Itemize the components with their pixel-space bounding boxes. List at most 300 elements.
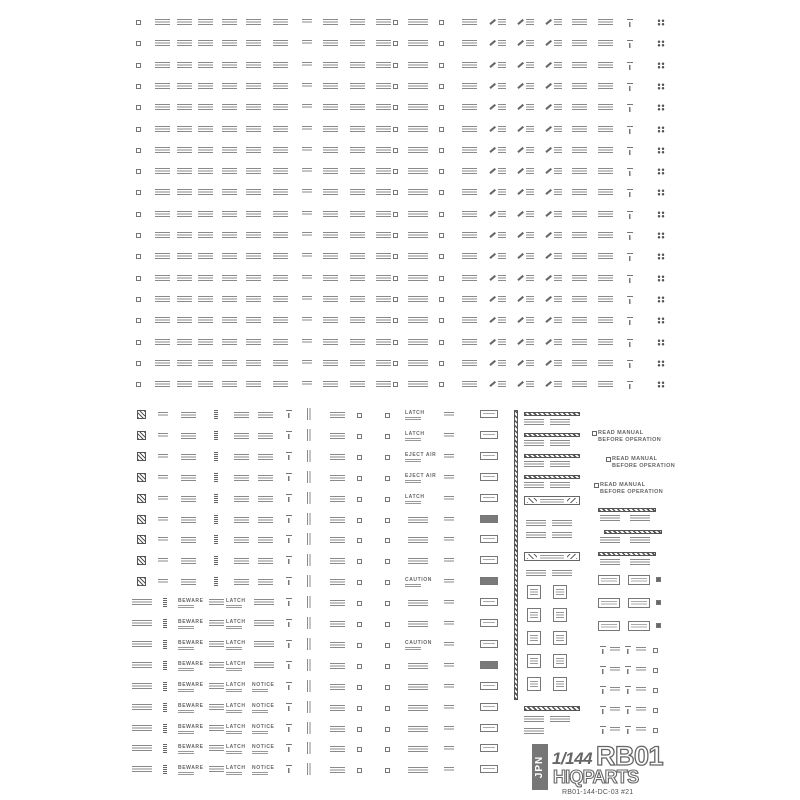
slash-icon [517, 232, 534, 238]
dot-grid-icon [657, 19, 665, 26]
small-square-icon [393, 105, 398, 110]
text-block-marking [552, 520, 572, 526]
bar-marking [625, 726, 631, 734]
text-block-marking [246, 147, 261, 153]
slash-icon [517, 275, 534, 281]
small-square-icon [439, 361, 444, 366]
text-block-marking [222, 339, 237, 345]
text-block-marking [444, 705, 454, 710]
hatch-icon [163, 724, 167, 733]
dot-grid-icon [657, 189, 665, 196]
chevron-bar-icon [524, 496, 580, 505]
dot-grid-icon [657, 40, 665, 47]
slash-icon [517, 211, 534, 217]
slash-icon [545, 360, 562, 366]
text-block-marking [376, 62, 391, 68]
text-block-marking [177, 126, 192, 132]
bar-marking [627, 253, 633, 261]
hatch-icon [163, 661, 167, 670]
slash-icon [517, 168, 534, 174]
boxed-marking [628, 621, 650, 631]
slash-icon [489, 339, 506, 345]
decal-label-beware: BEWARE [178, 661, 204, 671]
text-block-marking [181, 496, 196, 502]
bar-marking [286, 556, 292, 564]
decal-label-latch: LATCH [226, 661, 246, 671]
text-block-marking [350, 317, 365, 323]
boxed-marking [480, 703, 498, 711]
decal-label-read-manual: READ MANUAL [612, 456, 658, 462]
text-block-marking [181, 412, 196, 418]
slash-icon [545, 83, 562, 89]
bar-marking [627, 317, 633, 325]
text-block-marking [132, 683, 152, 689]
text-block-marking [408, 83, 428, 89]
boxed-marking [480, 598, 498, 606]
boxed-marking [480, 410, 498, 418]
text-block-marking [444, 558, 454, 563]
text-block-marking [376, 360, 391, 366]
bar-marking [627, 211, 633, 219]
text-block-marking [158, 579, 168, 584]
hazard-stripe-icon [514, 410, 518, 700]
small-square-icon [385, 434, 390, 439]
slash-icon [489, 19, 506, 25]
small-square-icon [357, 768, 362, 773]
bar-marking [627, 168, 633, 176]
decal-label-latch: LATCH [405, 431, 425, 441]
text-block-marking [598, 104, 613, 110]
text-block-marking [177, 253, 192, 259]
text-block-marking [408, 126, 428, 132]
boxed-marking [480, 765, 498, 773]
hazard-stripe-icon [524, 412, 580, 416]
text-block-marking [524, 728, 544, 734]
small-square-icon [357, 434, 362, 439]
small-square-icon [385, 455, 390, 460]
slash-icon [545, 104, 562, 110]
text-block-marking [572, 360, 587, 366]
text-block-marking [350, 211, 365, 217]
hatch-icon [163, 682, 167, 691]
text-block-marking [222, 275, 237, 281]
bar-marking [627, 126, 633, 134]
text-block-marking [158, 454, 168, 459]
hatch-icon [214, 494, 218, 503]
text-block-marking [350, 40, 365, 46]
text-block-marking [198, 62, 213, 68]
text-block-marking [408, 19, 428, 25]
text-block-marking [600, 537, 620, 543]
boxed-marking [480, 515, 498, 523]
text-block-marking [222, 40, 237, 46]
text-block-marking [444, 496, 454, 501]
text-block-marking [155, 168, 170, 174]
small-square-icon [393, 254, 398, 259]
text-block-marking [408, 211, 428, 217]
decal-label-beware: BEWARE [178, 640, 204, 650]
text-block-marking [181, 475, 196, 481]
decal-label-latch: LATCH [226, 765, 246, 775]
text-block-marking [610, 647, 620, 652]
text-block-marking [177, 296, 192, 302]
text-block-marking [198, 360, 213, 366]
small-square-icon [393, 127, 398, 132]
bar-marking [600, 666, 606, 674]
text-block-marking [350, 275, 365, 281]
slash-icon [489, 275, 506, 281]
text-block-marking [258, 412, 273, 418]
hazard-stripe-icon [524, 433, 580, 437]
small-square-icon [357, 559, 362, 564]
small-square-icon [656, 623, 661, 628]
text-block-marking [444, 684, 454, 689]
small-square-icon [653, 708, 658, 713]
text-block-marking [350, 360, 365, 366]
bar-marking [627, 147, 633, 155]
small-square-icon [653, 728, 658, 733]
text-block-marking [158, 537, 168, 542]
decal-label-before-operation: BEFORE OPERATION [600, 488, 664, 495]
small-square-icon [594, 483, 599, 488]
text-block-marking [408, 232, 428, 238]
text-block-marking [376, 126, 391, 132]
small-square-icon [385, 580, 390, 585]
text-block-marking [177, 19, 192, 25]
text-block-marking [350, 19, 365, 25]
text-block-marking [246, 339, 261, 345]
hatch-icon [214, 473, 218, 482]
hatch-icon [163, 598, 167, 607]
read-manual-decal [612, 456, 675, 469]
small-square-icon [653, 688, 658, 693]
text-block-marking [198, 19, 213, 25]
text-block-marking [610, 727, 620, 732]
text-block-marking [246, 40, 261, 46]
text-block-marking [177, 381, 192, 387]
text-block-marking [630, 559, 650, 565]
text-block-marking [198, 339, 213, 345]
text-block-marking [408, 253, 428, 259]
text-block-marking [636, 667, 646, 672]
bar-marking [600, 686, 606, 694]
hatch-icon [214, 577, 218, 586]
text-block-marking [273, 253, 288, 259]
text-block-marking [258, 558, 273, 564]
small-square-icon [393, 318, 398, 323]
small-square-icon [606, 457, 611, 462]
text-block-marking [155, 296, 170, 302]
hatch-icon [163, 703, 167, 712]
vertical-text-marking [307, 513, 312, 525]
bar-marking [286, 724, 292, 732]
small-square-icon [656, 577, 661, 582]
dot-grid-icon [657, 317, 665, 324]
slash-icon [545, 62, 562, 68]
hatch-icon [214, 452, 218, 461]
bar-marking [627, 296, 633, 304]
series-label: RB01 [596, 741, 664, 771]
text-block-marking [222, 296, 237, 302]
small-square-icon [393, 41, 398, 46]
text-block-marking [209, 745, 224, 751]
text-block-marking [155, 253, 170, 259]
dot-grid-icon [657, 83, 665, 90]
text-block-marking [376, 19, 391, 25]
text-block-marking [155, 189, 170, 195]
small-square-icon [439, 382, 444, 387]
small-square-icon [385, 413, 390, 418]
region-label: JPN [534, 755, 545, 779]
small-square-icon [439, 276, 444, 281]
text-block-marking [330, 412, 345, 418]
text-block-marking [330, 454, 345, 460]
vertical-text-marking [307, 429, 312, 441]
text-block-marking [209, 704, 224, 710]
text-block-marking [209, 766, 224, 772]
text-block-marking [572, 211, 587, 217]
text-block-marking [132, 662, 152, 668]
text-block-marking [209, 641, 224, 647]
region-badge [532, 744, 548, 790]
small-square-icon [136, 127, 141, 132]
bar-marking [627, 360, 633, 368]
hatch-icon [214, 535, 218, 544]
text-block-marking [572, 339, 587, 345]
text-block-marking [273, 189, 288, 195]
text-block-marking [462, 19, 477, 25]
text-block-marking [462, 83, 477, 89]
slash-icon [545, 339, 562, 345]
text-block-marking [408, 726, 428, 732]
small-square-icon [136, 233, 141, 238]
hatch-icon [137, 515, 146, 524]
text-block-marking [246, 360, 261, 366]
text-block-marking [155, 232, 170, 238]
text-block-marking [181, 558, 196, 564]
text-block-marking [302, 104, 312, 109]
small-square-icon [439, 297, 444, 302]
small-square-icon [393, 190, 398, 195]
text-block-marking [598, 62, 613, 68]
text-block-marking [323, 126, 338, 132]
text-block-marking [350, 232, 365, 238]
text-block-marking [302, 211, 312, 216]
text-block-marking [376, 147, 391, 153]
text-block-marking [526, 520, 546, 526]
small-square-icon [136, 105, 141, 110]
small-square-icon [357, 518, 362, 523]
slash-icon [489, 168, 506, 174]
small-square-icon [385, 706, 390, 711]
boxed-marking [480, 577, 498, 585]
vertical-text-marking [307, 492, 312, 504]
text-block-marking [198, 381, 213, 387]
text-block-marking [198, 275, 213, 281]
decal-label-beware: BEWARE [178, 724, 204, 734]
hatch-icon [137, 473, 146, 482]
text-block-marking [552, 570, 572, 576]
text-block-marking [246, 168, 261, 174]
text-block-marking [408, 705, 428, 711]
slash-icon [545, 253, 562, 259]
boxed-marking [480, 556, 498, 564]
text-block-marking [350, 62, 365, 68]
small-square-icon [357, 538, 362, 543]
boxed-marking [480, 431, 498, 439]
text-block-marking [132, 745, 152, 751]
text-block-marking [209, 620, 224, 626]
boxed-marking [480, 640, 498, 648]
small-square-icon [357, 455, 362, 460]
text-block-marking [462, 381, 477, 387]
decal-label-eject-air: EJECT AIR [405, 473, 436, 483]
slash-icon [489, 62, 506, 68]
text-block-marking [598, 253, 613, 259]
text-block-marking [181, 454, 196, 460]
text-block-marking [177, 360, 192, 366]
hatch-icon [137, 535, 146, 544]
text-block-marking [330, 600, 345, 606]
text-block-marking [209, 662, 224, 668]
text-block-marking [408, 62, 428, 68]
bar-marking [625, 706, 631, 714]
text-block-marking [598, 147, 613, 153]
text-block-marking [246, 83, 261, 89]
text-block-marking [572, 381, 587, 387]
text-block-marking [181, 579, 196, 585]
decal-label-latch: LATCH [405, 494, 425, 504]
text-block-marking [234, 496, 249, 502]
text-block-marking [198, 317, 213, 323]
vertical-text-marking [307, 575, 312, 587]
text-block-marking [155, 317, 170, 323]
boxed-marking [480, 473, 498, 481]
small-square-icon [385, 622, 390, 627]
text-block-marking [323, 360, 338, 366]
dot-grid-icon [657, 360, 665, 367]
text-block-marking [526, 570, 546, 576]
bar-marking [286, 640, 292, 648]
text-block-marking [330, 726, 345, 732]
text-block-marking [330, 642, 345, 648]
slash-icon [545, 211, 562, 217]
slash-icon [545, 126, 562, 132]
text-block-marking [254, 599, 274, 605]
bar-marking [286, 452, 292, 460]
text-block-marking [209, 725, 224, 731]
text-block-marking [376, 253, 391, 259]
text-block-marking [330, 767, 345, 773]
text-block-marking [636, 647, 646, 652]
small-square-icon [357, 622, 362, 627]
bar-marking [627, 19, 633, 27]
slash-icon [545, 189, 562, 195]
text-block-marking [444, 475, 454, 480]
text-block-marking [302, 168, 312, 173]
text-block-marking [330, 433, 345, 439]
text-block-marking [572, 275, 587, 281]
text-block-marking [462, 62, 477, 68]
boxed-marking [598, 575, 620, 585]
text-block-marking [302, 253, 312, 258]
bar-marking [627, 381, 633, 389]
slash-icon [545, 296, 562, 302]
small-square-icon [136, 212, 141, 217]
text-block-marking [234, 412, 249, 418]
text-block-marking [246, 126, 261, 132]
text-block-marking [330, 475, 345, 481]
text-block-marking [350, 296, 365, 302]
read-manual-decal [598, 430, 661, 443]
text-block-marking [330, 663, 345, 669]
text-block-marking [181, 537, 196, 543]
small-square-icon [393, 20, 398, 25]
text-block-marking [273, 296, 288, 302]
text-block-marking [572, 317, 587, 323]
slash-icon [517, 62, 534, 68]
text-block-marking [155, 104, 170, 110]
small-square-icon [385, 747, 390, 752]
text-block-marking [273, 360, 288, 366]
text-block-marking [408, 317, 428, 323]
small-square-icon [136, 169, 141, 174]
text-block-marking [323, 83, 338, 89]
text-block-marking [408, 558, 428, 564]
text-block-marking [598, 189, 613, 195]
text-block-marking [222, 168, 237, 174]
text-block-marking [636, 707, 646, 712]
text-block-marking [572, 147, 587, 153]
text-block-marking [408, 663, 428, 669]
small-square-icon [385, 518, 390, 523]
bar-marking [627, 339, 633, 347]
text-block-marking [302, 317, 312, 322]
decal-label-notice: NOTICE [252, 703, 275, 713]
text-block-marking [598, 232, 613, 238]
text-block-marking [246, 317, 261, 323]
bar-marking [286, 473, 292, 481]
text-block-marking [302, 147, 312, 152]
vertical-text-marking [307, 471, 312, 483]
text-block-marking [462, 104, 477, 110]
small-square-icon [357, 643, 362, 648]
brand-name: HIQPARTS [553, 767, 639, 787]
text-block-marking [350, 83, 365, 89]
text-block-marking [155, 381, 170, 387]
text-block-marking [350, 339, 365, 345]
text-block-marking [222, 83, 237, 89]
slash-icon [517, 104, 534, 110]
hatch-icon [137, 410, 146, 419]
text-block-marking [222, 147, 237, 153]
text-block-marking [273, 147, 288, 153]
text-block-marking [462, 189, 477, 195]
bar-marking [286, 535, 292, 543]
text-block-marking [155, 360, 170, 366]
small-square-icon [136, 318, 141, 323]
text-block-marking [198, 168, 213, 174]
decal-label-read-manual: READ MANUAL [598, 430, 644, 436]
slash-icon [489, 360, 506, 366]
text-block-marking [572, 168, 587, 174]
decal-label-notice: NOTICE [252, 682, 275, 692]
vertical-text-marking [307, 450, 312, 462]
small-square-icon [357, 706, 362, 711]
text-block-marking [323, 211, 338, 217]
text-block-marking [598, 381, 613, 387]
boxed-marking [527, 608, 541, 622]
